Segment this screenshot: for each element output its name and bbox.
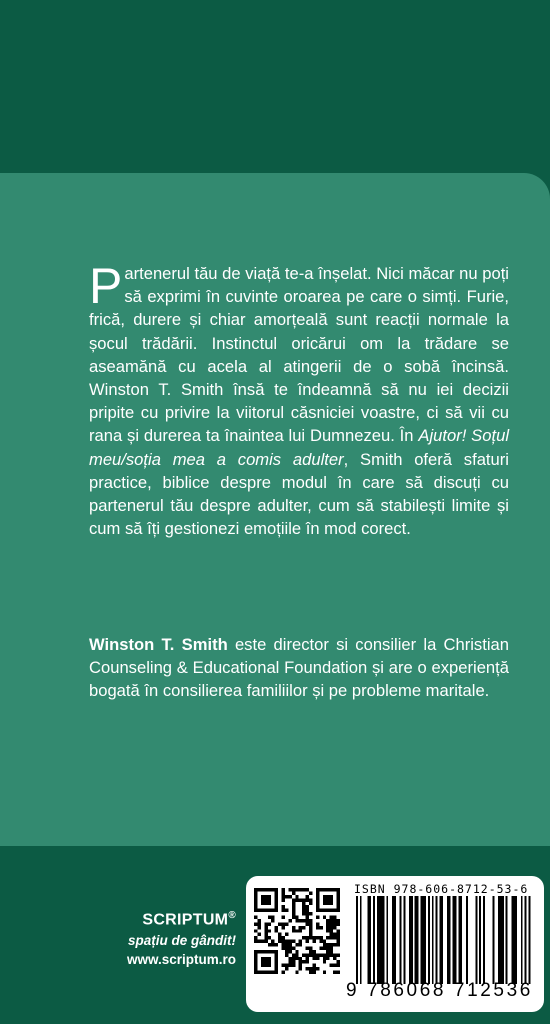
author-bio-text: este director si consilier la Christian Counseling & Educational Foundation și are o experiență bogată în consilierea familiilor și pe probleme maritale. [89, 635, 509, 701]
barcode-area [246, 876, 544, 1012]
isbn-label: ISBN 978-606-8712-53-6 [354, 882, 529, 896]
author-name: Winston T. Smith [89, 635, 228, 654]
barcode-digits: 9 786068 712536 [346, 980, 533, 1001]
publisher-website: www.scriptum.ro [126, 952, 236, 968]
publisher-tagline: spațiu de gândit! [128, 933, 236, 949]
book-title: Ajutor! Soțul meu/soția mea a comis adulter [89, 426, 510, 469]
drop-cap: P [89, 258, 123, 314]
publisher-name: SCRIPTUM [142, 911, 229, 929]
blurb-part-1: artenerul tău de viață te-a înșelat. Nici măcar nu poți să exprimi în cuvinte oroarea pe care o simți. Furie, frică, durere și chiar amorțeală sunt reacții normale la șocul trădării. Instinctul oricărui om la trădare se aseamănă cu acela al atingerii de o sobă încinsă. Winston T. Smith însă te îndeamnă să nu iei decizii pripite cu privire la viitorul căsniciei voastre, ci să vii cu rana și durerea ta înaintea lui Dumnezeu. În [89, 264, 509, 446]
barcode-icon [356, 896, 536, 984]
blurb-part-2: , Smith oferă sfaturi practice, biblice despre modul în care să discuți cu partenerul tău despre adulter, cum să stabilești limite și cum să îți gestionezi emoțiile în mod corect. [89, 449, 509, 539]
publisher-block [96, 910, 236, 967]
publisher-logo [96, 910, 236, 929]
registered-mark: ® [228, 910, 236, 921]
book-blurb [89, 258, 510, 540]
qr-code-icon [254, 888, 340, 974]
author-bio [89, 633, 509, 703]
